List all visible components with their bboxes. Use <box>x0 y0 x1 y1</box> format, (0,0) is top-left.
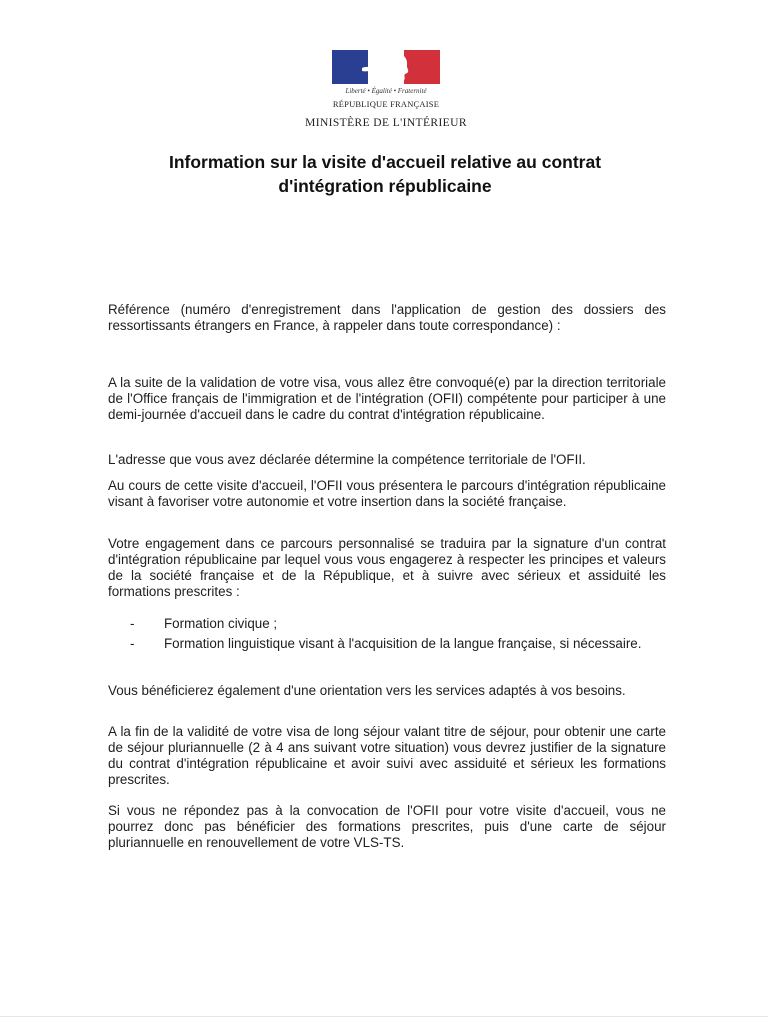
title-line-1: Information sur la visite d'accueil relative au contrat <box>168 152 602 172</box>
list-dash: - <box>130 616 135 631</box>
paragraph-validity: A la fin de la validité de votre visa de long séjour valant titre de séjour, pour obtenir une carte de séjour pluriannuelle (2 à 4 ans suivant votre situation) vous devrez justifier de la signature du contrat d'intégration républicaine et avoir suivi avec assiduité et sérieux les formations prescrites. <box>108 724 666 787</box>
ministry-name: MINISTÈRE DE L'INTÉRIEUR <box>305 117 467 129</box>
republique-francaise-label: RÉPUBLIQUE FRANÇAISE <box>332 99 440 109</box>
republic-motto: Liberté • Égalité • Fraternité <box>345 87 427 95</box>
paragraph-address: L'adresse que vous avez déclarée détermine la compétence territoriale de l'OFII. <box>108 452 586 467</box>
document-title <box>100 150 670 198</box>
list-item <box>130 634 668 654</box>
paragraph-convocation: A la suite de la validation de votre visa, vous allez être convoqué(e) par la direction territoriale de l'Office français de l'immigration et de l'intégration (OFII) compétente pour participer à une demi-journée d'accueil dans le cadre du contrat d'intégration républicaine. <box>108 375 666 422</box>
title-line-2: d'intégration républicaine <box>278 176 492 196</box>
list-dash: - <box>130 636 135 651</box>
reference-paragraph: Référence (numéro d'enregistrement dans l'application de gestion des dossiers des ressortissants étrangers en France, à rappeler dans toute correspondance) : <box>108 302 666 333</box>
list-item <box>130 614 668 634</box>
paragraph-no-response: Si vous ne répondez pas à la convocation de l'OFII pour votre visite d'accueil, vous ne pourrez donc pas bénéficier des formations prescrites, puis d'une carte de séjour pluriannuelle en renouvellement de votre VLS-TS. <box>108 803 666 850</box>
marianne-logo-icon <box>332 50 440 84</box>
list-item-text: Formation civique ; <box>164 616 278 631</box>
paragraph-engagement: Votre engagement dans ce parcours personnalisé se traduira par la signature d'un contrat d'intégration républicaine par lequel vous vous engagerez à respecter les principes et valeurs de la société française et de la République, et à suivre avec sérieux et assiduité les formations prescrites : <box>108 536 666 599</box>
scan-edge-divider <box>0 1016 768 1017</box>
list-item-text: Formation linguistique visant à l'acquisition de la langue française, si nécessaire. <box>164 636 642 651</box>
paragraph-orientation: Vous bénéficierez également d'une orientation vers les services adaptés à vos besoins. <box>108 683 626 698</box>
training-list <box>130 614 668 654</box>
paragraph-visit: Au cours de cette visite d'accueil, l'OFII vous présentera le parcours d'intégration républicaine visant à favoriser votre autonomie et votre insertion dans la société française. <box>108 478 666 509</box>
